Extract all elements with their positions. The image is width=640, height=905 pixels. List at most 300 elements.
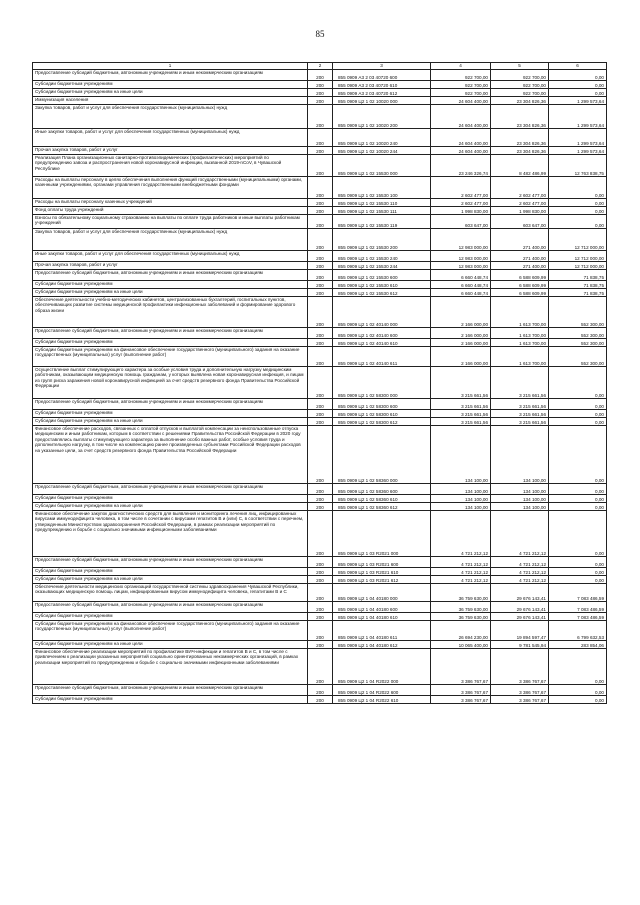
- column-header: 5: [491, 63, 549, 70]
- line-code: 200: [308, 155, 333, 177]
- table-row: [33, 339, 607, 347]
- table-row: [33, 328, 607, 339]
- budget-classification-code: 855 0909 Ц2 1 04 40180 612: [333, 641, 431, 649]
- remaining-amount: 0,00: [549, 495, 607, 503]
- remaining-amount: 0,00: [549, 410, 607, 418]
- line-item-name: Обеспечение деятельности учебно-методических кабинетов, централизованных бухгалтерий, госпитальных пунктов, обеспечивающих развитие системы медицинской профилактики инфекционных заболеваний и формирование здорового образа жизни: [33, 297, 308, 328]
- remaining-amount: 12 712 000,00: [549, 251, 607, 262]
- table-row: [33, 229, 607, 251]
- table-row: [33, 347, 607, 367]
- line-code: 200: [308, 281, 333, 289]
- executed-amount: 4 721 212,12: [491, 511, 549, 557]
- table-row: [33, 81, 607, 89]
- budget-classification-code: 855 0909 Ц2 1 02 15530 100: [333, 177, 431, 199]
- budget-classification-code: 855 0909 Ц2 1 02 58300 612: [333, 418, 431, 426]
- line-code: 200: [308, 568, 333, 576]
- table-row: [33, 199, 607, 207]
- approved-amount: 24 604 400,00: [431, 129, 491, 147]
- line-code: 200: [308, 207, 333, 215]
- remaining-amount: 0,00: [549, 215, 607, 229]
- line-item-name: Предоставление субсидий бюджетным, автономным учреждениям и иным некоммерческим организациям: [33, 328, 308, 339]
- remaining-amount: 0,00: [549, 696, 607, 704]
- budget-classification-code: 855 0909 Ц2 1 04 40180 600: [333, 602, 431, 613]
- line-item-name: Иные закупки товаров, работ и услуг для обеспечения государственных (муниципальных) нужд: [33, 251, 308, 262]
- remaining-amount: 552 300,00: [549, 328, 607, 339]
- remaining-amount: 1 299 573,64: [549, 129, 607, 147]
- executed-amount: 23 304 826,36: [491, 105, 549, 129]
- line-code: 200: [308, 685, 333, 696]
- line-code: 200: [308, 399, 333, 410]
- budget-classification-code: 855 0909 Ц2 1 02 58300 600: [333, 399, 431, 410]
- line-item-name: Предоставление субсидий бюджетным, автономным учреждениям и иным некоммерческим организациям: [33, 484, 308, 495]
- line-code: 200: [308, 105, 333, 129]
- line-item-name: Субсидии бюджетным учреждениям: [33, 696, 308, 704]
- line-code: 200: [308, 177, 333, 199]
- line-item-name: Финансовое обеспечение реализации мероприятий по профилактике ВИЧ-инфекции и гепатитов B и C, в том числе с привлечением к реализации указанных мероприятий социально ориентированных некоммерческих организаций, в рамках реализации мероприятий по предупреждению и борьбе с социально значимыми инфекционными заболеваниями: [33, 649, 308, 685]
- line-item-name: Субсидии бюджетным учреждениям на иные цели: [33, 289, 308, 297]
- approved-amount: 36 759 630,00: [431, 602, 491, 613]
- budget-classification-code: 855 0909 Ц2 1 03 R2021 600: [333, 557, 431, 568]
- line-code: 200: [308, 649, 333, 685]
- budget-classification-code: 855 0909 Ц2 1 02 10020 240: [333, 129, 431, 147]
- line-code: 200: [308, 426, 333, 484]
- remaining-amount: 1 299 573,64: [549, 147, 607, 155]
- executed-amount: 271 400,00: [491, 251, 549, 262]
- budget-classification-code: 855 0909 Ц2 1 03 R2021 612: [333, 576, 431, 584]
- line-code: 200: [308, 613, 333, 621]
- line-item-name: Финансовое обеспечение расходов, связанных с оплатой отпусков и выплатой компенсации за неиспользованные отпуска медицинским и иным работникам, которым в соответствии с решениями Правительства Российской Федерации в 2020 году предоставлялись выплаты стимулирующего характера за выполнение особо важных работ, особые условия труда и дополнительную нагрузку, в том числе на компенсацию ранее произведенных субъектами Российской Федерации расходов на указанные цели, за счет средств резервного фонда Правительства Российской Федерации: [33, 426, 308, 484]
- executed-amount: 2 602 477,00: [491, 199, 549, 207]
- line-item-name: Предоставление субсидий бюджетным, автономным учреждениям и иным некоммерческим организациям: [33, 270, 308, 281]
- line-code: 200: [308, 289, 333, 297]
- line-item-name: Субсидии бюджетным учреждениям на финансовое обеспечение государственного (муниципального) задания на оказание государственных (муниципальных) услуг (выполнение работ): [33, 347, 308, 367]
- approved-amount: 26 694 230,00: [431, 621, 491, 641]
- budget-classification-code: 855 0909 Ц2 1 02 10020 244: [333, 147, 431, 155]
- remaining-amount: 0,00: [549, 418, 607, 426]
- table-row: [33, 89, 607, 97]
- line-code: 200: [308, 602, 333, 613]
- budget-classification-code: 855 0909 Ц2 1 02 15530 600: [333, 270, 431, 281]
- executed-amount: 4 721 212,12: [491, 568, 549, 576]
- line-item-name: Взносы по обязательному социальному страхованию на выплаты по оплате труда работников и иные выплаты работникам учреждений: [33, 215, 308, 229]
- budget-classification-code: 855 0909 Ц2 1 03 R2021 000: [333, 511, 431, 557]
- remaining-amount: 0,00: [549, 89, 607, 97]
- table-row: [33, 641, 607, 649]
- executed-amount: 134 100,00: [491, 426, 549, 484]
- remaining-amount: 71 838,75: [549, 270, 607, 281]
- executed-amount: 8 482 486,99: [491, 155, 549, 177]
- remaining-amount: 0,00: [549, 503, 607, 511]
- line-code: 200: [308, 199, 333, 207]
- table-row: [33, 270, 607, 281]
- approved-amount: 2 602 477,00: [431, 199, 491, 207]
- table-row: [33, 649, 607, 685]
- column-header: 2: [308, 63, 333, 70]
- line-item-name: Предоставление субсидий бюджетным, автономным учреждениям и иным некоммерческим организациям: [33, 557, 308, 568]
- table-row: [33, 503, 607, 511]
- executed-amount: 2 602 477,00: [491, 177, 549, 199]
- approved-amount: 134 100,00: [431, 426, 491, 484]
- line-item-name: Субсидии бюджетным учреждениям на иные цели: [33, 89, 308, 97]
- remaining-amount: 552 300,00: [549, 339, 607, 347]
- table-row: [33, 262, 607, 270]
- executed-amount: 3 386 767,67: [491, 696, 549, 704]
- budget-classification-code: 855 0909 Ц2 1 02 40140 600: [333, 328, 431, 339]
- executed-amount: 922 700,00: [491, 81, 549, 89]
- executed-amount: 1 613 700,00: [491, 347, 549, 367]
- line-item-name: Обеспечение деятельности медицинских организаций государственной системы здравоохранения Чувашской Республики, оказывающих медицинскую помощь лицам, инфицированным вирусом иммунодефицита человека, гепатитами B и C: [33, 584, 308, 602]
- line-code: 200: [308, 410, 333, 418]
- remaining-amount: 0,00: [549, 426, 607, 484]
- column-number-row: [33, 63, 607, 70]
- approved-amount: 24 604 400,00: [431, 97, 491, 105]
- approved-amount: 23 246 326,74: [431, 155, 491, 177]
- budget-classification-code: 855 0909 Ц2 1 02 15530 244: [333, 262, 431, 270]
- budget-classification-code: 855 0909 Ц2 1 02 10020 000: [333, 97, 431, 105]
- line-code: 200: [308, 81, 333, 89]
- line-item-name: Иные закупки товаров, работ и услуг для обеспечения государственных (муниципальных) нужд: [33, 129, 308, 147]
- executed-amount: 134 100,00: [491, 503, 549, 511]
- line-code: 200: [308, 89, 333, 97]
- remaining-amount: 0,00: [549, 557, 607, 568]
- remaining-amount: 12 763 838,75: [549, 155, 607, 177]
- table-row: [33, 557, 607, 568]
- table-row: [33, 418, 607, 426]
- budget-classification-code: 855 0909 Ц2 1 02 15530 200: [333, 229, 431, 251]
- executed-amount: 3 386 767,67: [491, 649, 549, 685]
- executed-amount: 271 400,00: [491, 262, 549, 270]
- remaining-amount: 12 712 000,00: [549, 229, 607, 251]
- table-row: [33, 297, 607, 328]
- line-item-name: Субсидии бюджетным учреждениям: [33, 613, 308, 621]
- table-row: [33, 426, 607, 484]
- line-item-name: Субсидии бюджетным учреждениям на иные цели: [33, 503, 308, 511]
- column-header: 3: [333, 63, 431, 70]
- approved-amount: 3 215 661,56: [431, 367, 491, 399]
- budget-classification-code: 855 0909 Ц2 1 04 40180 000: [333, 584, 431, 602]
- line-item-name: Субсидии бюджетным учреждениям: [33, 495, 308, 503]
- executed-amount: 23 304 826,36: [491, 147, 549, 155]
- column-header: 6: [549, 63, 607, 70]
- line-code: 200: [308, 557, 333, 568]
- line-code: 200: [308, 511, 333, 557]
- budget-classification-code: 855 0909 Ц2 1 02 58360 610: [333, 495, 431, 503]
- line-item-name: Предоставление субсидий бюджетным, автономным учреждениям и иным некоммерческим организациям: [33, 602, 308, 613]
- approved-amount: 12 983 000,00: [431, 229, 491, 251]
- remaining-amount: 71 838,75: [549, 289, 607, 297]
- executed-amount: 4 721 212,12: [491, 557, 549, 568]
- table-row: [33, 568, 607, 576]
- executed-amount: 603 647,00: [491, 215, 549, 229]
- approved-amount: 36 759 630,00: [431, 613, 491, 621]
- budget-classification-code: 855 0909 Ц2 1 03 R2021 610: [333, 568, 431, 576]
- line-code: 200: [308, 347, 333, 367]
- line-item-name: Прочая закупка товаров, работ и услуг: [33, 147, 308, 155]
- executed-amount: 6 588 609,99: [491, 270, 549, 281]
- budget-classification-code: 855 0909 Ц2 1 04 R2022 000: [333, 649, 431, 685]
- approved-amount: 134 100,00: [431, 484, 491, 495]
- executed-amount: 134 100,00: [491, 495, 549, 503]
- approved-amount: 3 215 661,56: [431, 418, 491, 426]
- budget-classification-code: 855 0909 Ц2 1 02 15530 119: [333, 215, 431, 229]
- line-item-name: Субсидии бюджетным учреждениям: [33, 410, 308, 418]
- remaining-amount: 0,00: [549, 367, 607, 399]
- remaining-amount: 7 083 486,59: [549, 584, 607, 602]
- line-item-name: Субсидии бюджетным учреждениям: [33, 339, 308, 347]
- line-item-name: Предоставление субсидий бюджетным, автономным учреждениям и иным некоммерческим организациям: [33, 70, 308, 81]
- line-code: 200: [308, 328, 333, 339]
- approved-amount: 4 721 212,12: [431, 557, 491, 568]
- executed-amount: 23 304 826,36: [491, 129, 549, 147]
- remaining-amount: 0,00: [549, 207, 607, 215]
- budget-classification-code: 855 0909 Ц2 1 02 15530 612: [333, 289, 431, 297]
- approved-amount: 4 721 212,12: [431, 576, 491, 584]
- table-row: [33, 495, 607, 503]
- executed-amount: 1 613 700,00: [491, 328, 549, 339]
- line-item-name: Субсидии бюджетным учреждениям на иные цели: [33, 418, 308, 426]
- column-header: 1: [33, 63, 308, 70]
- approved-amount: 10 065 400,00: [431, 641, 491, 649]
- line-code: 200: [308, 129, 333, 147]
- table-row: [33, 177, 607, 199]
- line-item-name: Реализация Плана организационных санитарно-противоэпидемических (профилактических) мероприятий по предупреждению завоза и распространения новой коронавирусной инфекции, вызванной 2019-nCoV, в Чувашской Республике: [33, 155, 308, 177]
- line-code: 200: [308, 696, 333, 704]
- line-code: 200: [308, 621, 333, 641]
- table-row: [33, 511, 607, 557]
- remaining-amount: 0,00: [549, 484, 607, 495]
- line-code: 200: [308, 503, 333, 511]
- remaining-amount: 0,00: [549, 511, 607, 557]
- budget-classification-code: 855 0909 Ц2 1 02 15530 240: [333, 251, 431, 262]
- budget-classification-code: 855 0909 Ц2 1 02 10020 200: [333, 105, 431, 129]
- executed-amount: 19 894 597,47: [491, 621, 549, 641]
- executed-amount: 3 215 661,56: [491, 418, 549, 426]
- approved-amount: 3 386 767,67: [431, 649, 491, 685]
- remaining-amount: 0,00: [549, 199, 607, 207]
- table-row: [33, 97, 607, 105]
- executed-amount: 29 676 143,41: [491, 602, 549, 613]
- budget-classification-code: 855 0909 Ц2 1 02 58360 612: [333, 503, 431, 511]
- budget-classification-code: 855 0909 Ц2 1 02 15530 111: [333, 207, 431, 215]
- executed-amount: 3 215 661,56: [491, 399, 549, 410]
- line-code: 200: [308, 641, 333, 649]
- line-code: 200: [308, 484, 333, 495]
- approved-amount: 24 604 400,00: [431, 147, 491, 155]
- line-item-name: Субсидии бюджетным учреждениям на иные цели: [33, 641, 308, 649]
- table-row: [33, 685, 607, 696]
- budget-table-body: [33, 63, 607, 704]
- remaining-amount: 1 299 573,64: [549, 105, 607, 129]
- line-item-name: Закупка товаров, работ и услуг для обеспечения государственных (муниципальных) нужд: [33, 105, 308, 129]
- line-item-name: Субсидии бюджетным учреждениям на финансовое обеспечение государственного (муниципального) задания на оказание государственных (муниципальных) услуг (выполнение работ): [33, 621, 308, 641]
- budget-classification-code: 855 0909 Ц2 1 02 58360 600: [333, 484, 431, 495]
- remaining-amount: 0,00: [549, 568, 607, 576]
- approved-amount: 2 602 477,00: [431, 177, 491, 199]
- approved-amount: 2 166 000,00: [431, 297, 491, 328]
- budget-classification-code: 855 0909 Ц2 1 04 40180 610: [333, 613, 431, 621]
- remaining-amount: 12 712 000,00: [549, 262, 607, 270]
- line-item-name: Субсидии бюджетным учреждениям на иные цели: [33, 576, 308, 584]
- remaining-amount: 7 083 486,59: [549, 613, 607, 621]
- approved-amount: 3 386 767,67: [431, 685, 491, 696]
- executed-amount: 1 613 700,00: [491, 297, 549, 328]
- table-row: [33, 576, 607, 584]
- table-row: [33, 696, 607, 704]
- line-code: 200: [308, 262, 333, 270]
- budget-classification-code: 855 0909 А3 2 03 40720 612: [333, 89, 431, 97]
- table-row: [33, 251, 607, 262]
- budget-classification-code: 855 0909 Ц2 1 04 R2022 610: [333, 696, 431, 704]
- line-code: 200: [308, 270, 333, 281]
- executed-amount: 4 721 212,12: [491, 576, 549, 584]
- approved-amount: 3 215 661,56: [431, 410, 491, 418]
- table-row: [33, 484, 607, 495]
- executed-amount: 29 676 143,41: [491, 613, 549, 621]
- budget-classification-code: 855 0909 Ц2 1 02 40140 611: [333, 347, 431, 367]
- table-row: [33, 129, 607, 147]
- line-item-name: Иммунизация населения: [33, 97, 308, 105]
- table-row: [33, 215, 607, 229]
- table-row: [33, 105, 607, 129]
- executed-amount: 922 700,00: [491, 89, 549, 97]
- line-code: 200: [308, 367, 333, 399]
- table-row: [33, 621, 607, 641]
- table-row: [33, 367, 607, 399]
- remaining-amount: 552 300,00: [549, 347, 607, 367]
- approved-amount: 36 759 630,00: [431, 584, 491, 602]
- approved-amount: 24 604 400,00: [431, 105, 491, 129]
- budget-table: [32, 62, 607, 704]
- budget-classification-code: 855 0909 Ц2 1 02 40140 000: [333, 297, 431, 328]
- approved-amount: 3 386 767,67: [431, 696, 491, 704]
- approved-amount: 6 660 448,74: [431, 289, 491, 297]
- line-item-name: Прочая закупка товаров, работ и услуг: [33, 262, 308, 270]
- remaining-amount: 71 838,75: [549, 281, 607, 289]
- line-code: 200: [308, 215, 333, 229]
- remaining-amount: 0,00: [549, 399, 607, 410]
- remaining-amount: 0,00: [549, 685, 607, 696]
- line-code: 200: [308, 147, 333, 155]
- line-code: 200: [308, 495, 333, 503]
- executed-amount: 29 676 143,41: [491, 584, 549, 602]
- budget-classification-code: 855 0909 Ц2 1 02 15530 610: [333, 281, 431, 289]
- executed-amount: 9 781 545,94: [491, 641, 549, 649]
- remaining-amount: 0,00: [549, 70, 607, 81]
- executed-amount: 271 400,00: [491, 229, 549, 251]
- budget-classification-code: 855 0909 Ц2 1 02 15530 000: [333, 155, 431, 177]
- line-item-name: Фонд оплаты труда учреждений: [33, 207, 308, 215]
- budget-classification-code: 855 0909 Ц2 1 02 58360 000: [333, 426, 431, 484]
- remaining-amount: 552 300,00: [549, 297, 607, 328]
- line-item-name: Расходы на выплаты персоналу казенных учреждений: [33, 199, 308, 207]
- approved-amount: 134 100,00: [431, 495, 491, 503]
- approved-amount: 2 166 000,00: [431, 347, 491, 367]
- line-item-name: Закупка товаров, работ и услуг для обеспечения государственных (муниципальных) нужд: [33, 229, 308, 251]
- line-code: 200: [308, 229, 333, 251]
- table-row: [33, 147, 607, 155]
- remaining-amount: 0,00: [549, 177, 607, 199]
- approved-amount: 922 700,00: [431, 70, 491, 81]
- remaining-amount: 6 799 632,53: [549, 621, 607, 641]
- executed-amount: 6 588 609,99: [491, 289, 549, 297]
- approved-amount: 1 998 830,00: [431, 207, 491, 215]
- remaining-amount: 0,00: [549, 649, 607, 685]
- approved-amount: 3 215 661,56: [431, 399, 491, 410]
- approved-amount: 2 166 000,00: [431, 328, 491, 339]
- remaining-amount: 283 854,06: [549, 641, 607, 649]
- executed-amount: 6 588 609,99: [491, 281, 549, 289]
- budget-classification-code: 855 0909 Ц2 1 02 40140 610: [333, 339, 431, 347]
- executed-amount: 1 998 830,00: [491, 207, 549, 215]
- budget-classification-code: 855 0909 А3 2 03 40720 600: [333, 70, 431, 81]
- approved-amount: 2 166 000,00: [431, 339, 491, 347]
- approved-amount: 4 721 212,12: [431, 511, 491, 557]
- executed-amount: 134 100,00: [491, 484, 549, 495]
- executed-amount: 3 215 661,56: [491, 367, 549, 399]
- table-row: [33, 584, 607, 602]
- budget-classification-code: 855 0909 Ц2 1 02 58300 610: [333, 410, 431, 418]
- executed-amount: 922 700,00: [491, 70, 549, 81]
- table-row: [33, 399, 607, 410]
- approved-amount: 12 983 000,00: [431, 262, 491, 270]
- table-row: [33, 281, 607, 289]
- table-row: [33, 613, 607, 621]
- line-code: 200: [308, 97, 333, 105]
- approved-amount: 6 660 448,74: [431, 270, 491, 281]
- approved-amount: 922 700,00: [431, 89, 491, 97]
- approved-amount: 922 700,00: [431, 81, 491, 89]
- table-row: [33, 602, 607, 613]
- budget-classification-code: 855 0909 Ц2 1 02 15530 110: [333, 199, 431, 207]
- table-row: [33, 70, 607, 81]
- budget-classification-code: 855 0909 Ц2 1 02 58300 000: [333, 367, 431, 399]
- line-item-name: Субсидии бюджетным учреждениям: [33, 568, 308, 576]
- line-item-name: Субсидии бюджетным учреждениям: [33, 81, 308, 89]
- approved-amount: 134 100,00: [431, 503, 491, 511]
- page-number: 85: [315, 29, 325, 39]
- approved-amount: 603 647,00: [431, 215, 491, 229]
- remaining-amount: 0,00: [549, 81, 607, 89]
- budget-classification-code: 855 0909 Ц2 1 04 R2022 600: [333, 685, 431, 696]
- table-row: [33, 289, 607, 297]
- line-item-name: Предоставление субсидий бюджетным, автономным учреждениям и иным некоммерческим организациям: [33, 685, 308, 696]
- executed-amount: 1 613 700,00: [491, 339, 549, 347]
- table-row: [33, 155, 607, 177]
- executed-amount: 3 386 767,67: [491, 685, 549, 696]
- line-item-name: Осуществление выплат стимулирующего характера за особые условия труда и дополнительную нагрузку медицинским работникам, оказывающим медицинскую помощь гражданам, у которых выявлена новая коронавирусная инфекция, и лицам из групп риска заражения новой коронавирусной инфекцией за счет средств резервного фонда Правительства Российской Федерации: [33, 367, 308, 399]
- line-item-name: Предоставление субсидий бюджетным, автономным учреждениям и иным некоммерческим организациям: [33, 399, 308, 410]
- line-item-name: Субсидии бюджетным учреждениям: [33, 281, 308, 289]
- approved-amount: 6 660 448,74: [431, 281, 491, 289]
- budget-classification-code: 855 0909 Ц2 1 04 40180 611: [333, 621, 431, 641]
- line-item-name: Финансовое обеспечение закупок диагностических средств для выявления и мониторинга лечения лиц, инфицированных вирусами иммунодефицита человека, в том числе в сочетании с вирусами гепатитов B и (или) C, в соответствии с перечнем, утвержденным Министерством здравоохранения Российской Федерации, в рамках реализации мероприятий по предупреждению и борьбе с социально значимыми инфекционными заболеваниями: [33, 511, 308, 557]
- approved-amount: 4 721 212,12: [431, 568, 491, 576]
- approved-amount: 12 983 000,00: [431, 251, 491, 262]
- table-row: [33, 410, 607, 418]
- remaining-amount: 7 083 486,59: [549, 602, 607, 613]
- line-code: 200: [308, 251, 333, 262]
- line-code: 200: [308, 297, 333, 328]
- executed-amount: 3 215 661,56: [491, 410, 549, 418]
- line-code: 200: [308, 339, 333, 347]
- remaining-amount: 0,00: [549, 576, 607, 584]
- line-code: 200: [308, 576, 333, 584]
- budget-classification-code: 855 0909 А3 2 03 40720 610: [333, 81, 431, 89]
- line-item-name: Расходы на выплаты персоналу в целях обеспечения выполнения функций государственными (муниципальными) органами, казенными учреждениями, органами управления государственными внебюджетными фондами: [33, 177, 308, 199]
- line-code: 200: [308, 70, 333, 81]
- line-code: 200: [308, 418, 333, 426]
- line-code: 200: [308, 584, 333, 602]
